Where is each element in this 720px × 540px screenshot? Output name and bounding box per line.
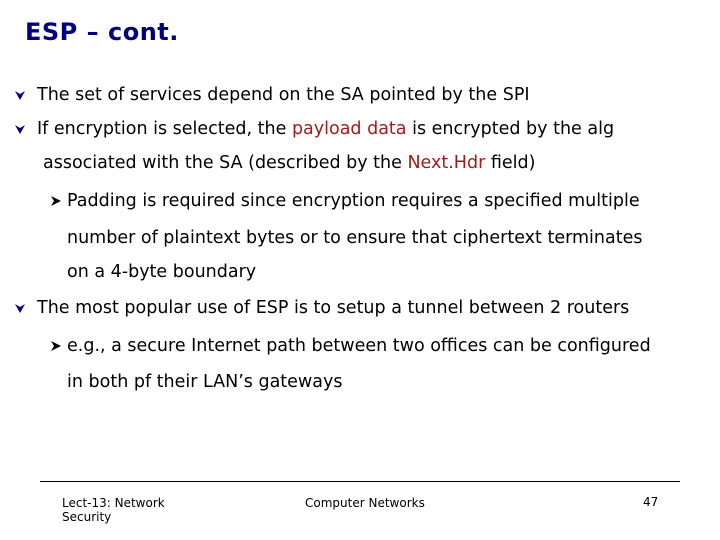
footer-course-title: Computer Networks xyxy=(305,496,425,510)
arrowhead-bullet-icon xyxy=(50,195,62,207)
bullet-2-line-2-before: associated with the SA (described by the xyxy=(43,153,408,173)
sub-bullet-tunnel-line-2: in both pf their LAN’s gateways xyxy=(67,372,343,392)
footer-lecture-line-1: Lect-13: Network xyxy=(62,496,165,510)
bullet-2-line-1-after: is encrypted by the alg xyxy=(406,119,615,139)
bullet-2-line-2 xyxy=(43,152,535,174)
bullet-2-line-1 xyxy=(37,118,614,140)
diamond-v-bullet-icon xyxy=(14,123,26,135)
bullet-3-text: The most popular use of ESP is to setup a tunnel between 2 routers xyxy=(37,298,630,318)
page-number: 47 xyxy=(643,495,659,509)
footer-lecture xyxy=(62,496,165,524)
bullet-2-line-1-before: If encryption is selected, the xyxy=(37,119,292,139)
sub-bullet-padding-line-3: on a 4-byte boundary xyxy=(67,262,257,282)
diamond-v-bullet-icon xyxy=(14,302,26,314)
sub-bullet-padding-line-2: number of plaintext bytes or to ensure that ciphertext terminates xyxy=(67,228,643,248)
bullet-2-line-2-after: field) xyxy=(485,153,536,173)
next-hdr-highlight: Next.Hdr xyxy=(407,153,486,173)
bullet-1-text: The set of services depend on the SA pointed by the SPI xyxy=(37,85,530,105)
sub-bullet-tunnel-line-1: e.g., a secure Internet path between two offices can be configured xyxy=(67,336,651,356)
payload-data-highlight: payload data xyxy=(291,119,407,139)
arrowhead-bullet-icon xyxy=(50,340,62,352)
footer-lecture-line-2: Security xyxy=(62,510,112,524)
diamond-v-bullet-icon xyxy=(14,89,26,101)
sub-bullet-padding-line-1: Padding is required since encryption requires a specified multiple xyxy=(67,191,640,211)
slide-title: ESP – cont. xyxy=(25,18,179,46)
footer-divider xyxy=(40,481,680,482)
